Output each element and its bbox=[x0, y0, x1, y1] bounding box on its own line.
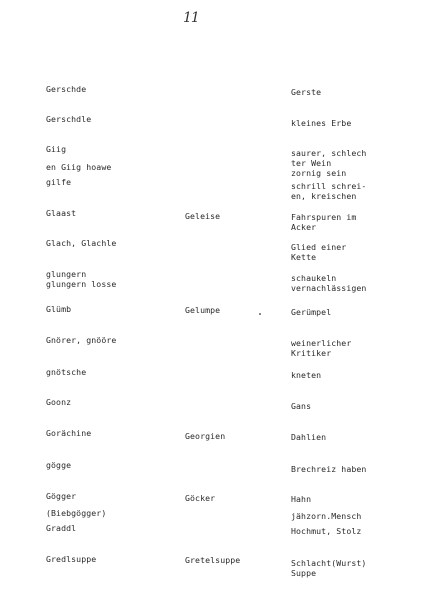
entry-dialect: Gerschdle bbox=[46, 114, 92, 124]
entry-german: Geleise bbox=[185, 211, 221, 221]
entry-meaning: jähzorn.Mensch bbox=[291, 511, 362, 521]
entry-meaning: kleines Erbe bbox=[291, 118, 352, 128]
entry-meaning: saurer, schlech ter Wein bbox=[291, 148, 367, 168]
entry-dialect: Glach, Glachle bbox=[46, 238, 117, 248]
entry-dialect: gögge bbox=[46, 460, 72, 470]
entry-dialect: Graddl bbox=[46, 523, 77, 533]
entry-meaning: Gerste bbox=[291, 87, 322, 97]
page-number: 11 bbox=[183, 10, 199, 26]
entry-dialect: Gnörer, gnööre bbox=[46, 335, 117, 345]
entry-dialect: Giig bbox=[46, 144, 67, 154]
entry-dialect: gilfe bbox=[46, 177, 72, 187]
entry-meaning: kneten bbox=[291, 370, 322, 380]
entry-dialect: Glaast bbox=[46, 208, 77, 218]
entry-meaning: schaukeln vernachlässigen bbox=[291, 273, 367, 293]
entry-dialect: Gögger bbox=[46, 491, 77, 501]
entry-meaning: Gans bbox=[291, 401, 312, 411]
entry-dialect: gnötsche bbox=[46, 367, 87, 377]
entry-meaning: zornig sein bbox=[291, 168, 347, 178]
entry-german: Gretelsuppe bbox=[185, 555, 241, 565]
entry-meaning: Hahn bbox=[291, 494, 312, 504]
entry-meaning: Glied einer Kette bbox=[291, 242, 347, 262]
entry-meaning: Hochmut, Stolz bbox=[291, 526, 362, 536]
entry-german: Göcker bbox=[185, 493, 216, 503]
entry-meaning: Brechreiz haben bbox=[291, 464, 367, 474]
ink-speck bbox=[259, 313, 261, 315]
entry-german: Georgien bbox=[185, 431, 226, 441]
entry-dialect: Glümb bbox=[46, 304, 72, 314]
entry-dialect: en Giig hoawe bbox=[46, 162, 112, 172]
entry-meaning: Fahrspuren im Acker bbox=[291, 212, 357, 232]
entry-meaning: Gerümpel bbox=[291, 307, 332, 317]
entry-dialect: Goonz bbox=[46, 397, 72, 407]
entry-dialect: (Biebgögger) bbox=[46, 508, 107, 518]
entry-german: Gelumpe bbox=[185, 305, 221, 315]
entry-dialect: Gorächine bbox=[46, 428, 92, 438]
entry-dialect: glungern glungern losse bbox=[46, 269, 117, 289]
entry-dialect: Gerschde bbox=[46, 84, 87, 94]
entry-meaning: schrill schrei- en, kreischen bbox=[291, 181, 367, 201]
entry-meaning: weinerlicher Kritiker bbox=[291, 338, 352, 358]
entry-meaning: Dahlien bbox=[291, 432, 327, 442]
entry-meaning: Schlacht(Wurst) Suppe bbox=[291, 558, 367, 578]
entry-dialect: Gredlsuppe bbox=[46, 554, 97, 564]
